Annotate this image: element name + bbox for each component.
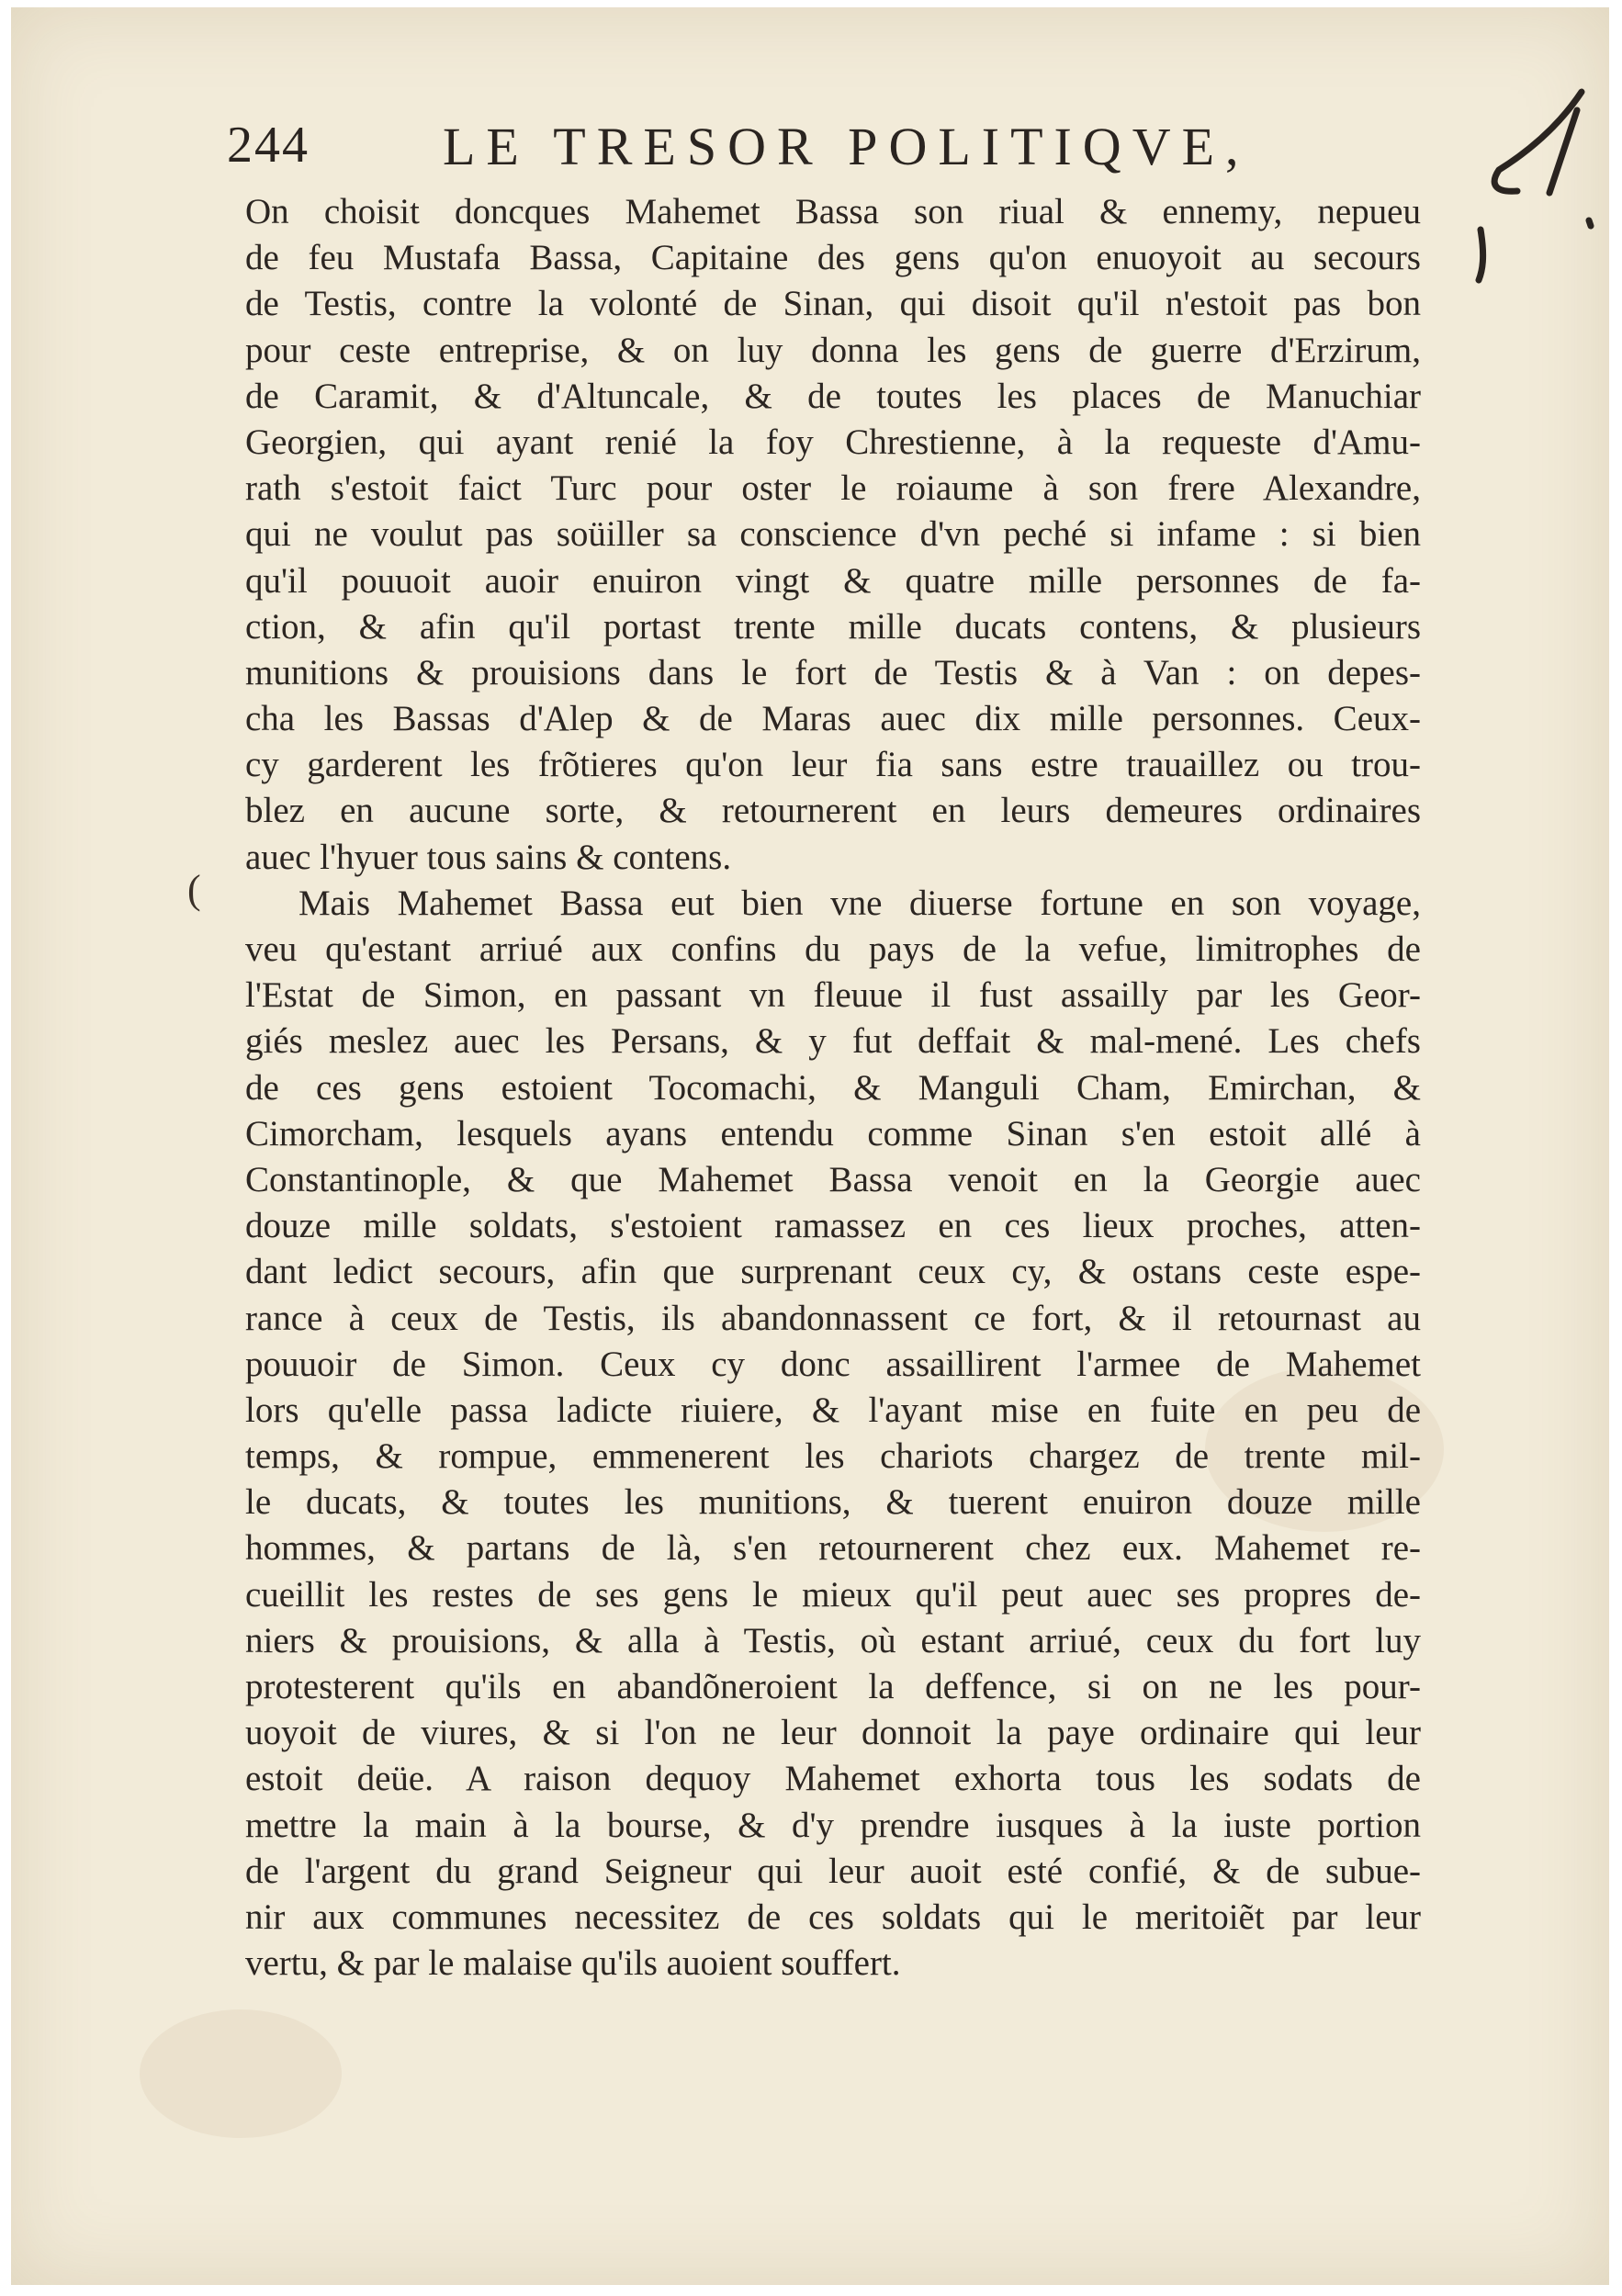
running-header	[11, 116, 1609, 198]
text-line: cy garderent les frõtieres qu'on leur fia sans estre trauaillez ou trou-	[245, 745, 1421, 785]
text-line: ction, & afin qu'il portast trente mille ducats contens, & plusieurs	[245, 606, 1421, 647]
text-line: qu'il pouuoit auoir enuiron vingt & quatre mille personnes de fa-	[245, 560, 1421, 601]
text-line: Georgien, qui ayant renié la foy Chrestienne, à la requeste d'Amu-	[245, 422, 1421, 462]
text-line: estoit deüe. A raison dequoy Mahemet exhorta tous les sodats de	[245, 1759, 1421, 1799]
text-line: le ducats, & toutes les munitions, & tuerent enuiron douze mille	[245, 1482, 1421, 1523]
text-line: mettre la main à la bourse, & d'y prendre iusques à la iuste portion	[245, 1805, 1421, 1845]
body-text	[245, 189, 1421, 1986]
text-line: nir aux communes necessitez de ces soldats qui le meritoiẽt par leur	[245, 1896, 1421, 1937]
text-line: uoyoit de viures, & si l'on ne leur donnoit la paye ordinaire qui leur	[245, 1713, 1421, 1753]
text-line: qui ne voulut pas soüiller sa conscience d'vn peché si infame : si bien	[245, 514, 1421, 555]
text-line: douze mille soldats, s'estoient ramassez en ces lieux proches, atten-	[245, 1206, 1421, 1246]
text-line: temps, & rompue, emmenerent les chariots chargez de trente mil-	[245, 1436, 1421, 1477]
text-line: hommes, & partans de là, s'en retournerent chez eux. Mahemet re-	[245, 1528, 1421, 1569]
text-line: cueillit les restes de ses gens le mieux qu'il peut auec ses propres de-	[245, 1574, 1421, 1615]
paper-stain	[140, 2009, 342, 2138]
text-line: protesterent qu'ils en abandõneroient la deffence, si on ne les pour-	[245, 1667, 1421, 1706]
ink-scribble-mark	[1462, 83, 1600, 285]
text-line: pouuoir de Simon. Ceux cy donc assaillirent l'armee de Mahemet	[245, 1344, 1421, 1384]
text-line: l'Estat de Simon, en passant vn fleuue il fust assailly par les Geor-	[245, 975, 1421, 1016]
margin-bracket-mark: (	[187, 867, 201, 912]
text-line: rance à ceux de Testis, ils abandonnassent ce fort, & il retournast au	[245, 1298, 1421, 1338]
text-line: munitions & prouisions dans le fort de Testis & à Van : on depes-	[245, 652, 1421, 692]
text-line: dant ledict secours, afin que surprenant ceux cy, & ostans ceste espe-	[245, 1252, 1421, 1292]
text-line: Constantinople, & que Mahemet Bassa venoit en la Georgie auec	[245, 1159, 1421, 1199]
text-line: rath s'estoit faict Turc pour oster le roiaume à son frere Alexandre,	[245, 468, 1421, 509]
text-line: de ces gens estoient Tocomachi, & Manguli Cham, Emirchan, &	[245, 1067, 1421, 1108]
text-line: giés meslez auec les Persans, & y fut deffait & mal-mené. Les chefs	[245, 1021, 1421, 1062]
paragraph-2	[245, 881, 1421, 1987]
text-line: de Testis, contre la volonté de Sinan, qui disoit qu'il n'estoit pas bon	[245, 284, 1421, 324]
page-number: 244	[227, 117, 310, 174]
text-line: de l'argent du grand Seigneur qui leur auoit esté confié, & de subue-	[245, 1851, 1421, 1891]
text-line: veu qu'estant arriué aux confins du pays de la vefue, limitrophes de	[245, 929, 1421, 969]
text-line: de feu Mustafa Bassa, Capitaine des gens qu'on enuoyoit au secours	[245, 238, 1421, 278]
text-line: de Caramit, & d'Altuncale, & de toutes les places de Manuchiar	[245, 376, 1421, 416]
paragraph-1	[245, 189, 1421, 881]
text-line: pour ceste entreprise, & on luy donna les gens de guerre d'Erzirum,	[245, 330, 1421, 370]
text-line: Mais Mahemet Bassa eut bien vne diuerse fortune en son voyage,	[298, 883, 1421, 923]
text-line: auec l'hyuer tous sains & contens.	[245, 837, 732, 877]
text-line: blez en aucune sorte, & retournerent en leurs demeures ordinaires	[245, 791, 1421, 831]
text-line: niers & prouisions, & alla à Testis, où estant arriué, ceux du fort luy	[245, 1620, 1421, 1660]
text-line: Cimorcham, lesquels ayans entendu comme Sinan s'en estoit allé à	[245, 1113, 1421, 1154]
text-line: On choisit doncques Mahemet Bassa son riual & ennemy, nepueu	[245, 192, 1421, 231]
text-line: cha les Bassas d'Alep & de Maras auec dix mille personnes. Ceux-	[245, 699, 1421, 739]
book-page	[11, 7, 1609, 2285]
running-title: LE TRESOR POLITIQVE,	[443, 117, 1250, 176]
text-line: vertu, & par le malaise qu'ils auoient souffert.	[245, 1943, 901, 1984]
text-line: lors qu'elle passa ladicte riuiere, & l'ayant mise en fuite en peu de	[245, 1390, 1421, 1430]
